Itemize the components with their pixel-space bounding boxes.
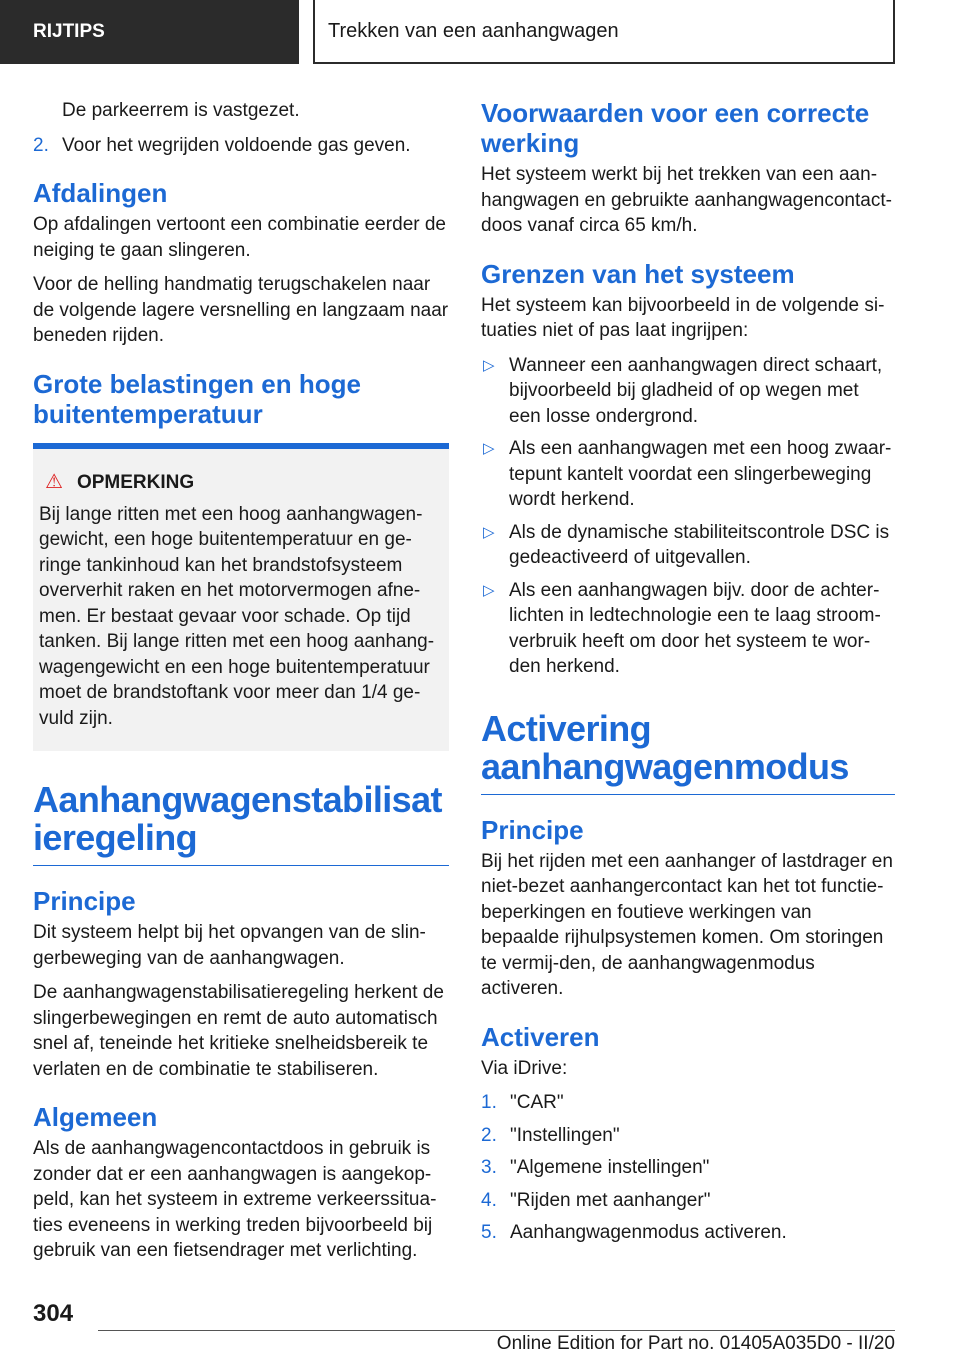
afdalingen-paragraph-2: Voor de helling handmatig terugschakelen naar de volgende lagere versnelling en langzaam naar beneden rijden. <box>33 274 449 346</box>
list-item <box>481 578 895 680</box>
grenzen-list <box>481 353 895 680</box>
step-item <box>481 1155 895 1181</box>
page-number: 304 <box>33 1300 74 1327</box>
afdalingen-paragraph-1: Op afdalingen vertoont een combinatie eerder de neiging te gaan slingeren. <box>33 214 446 261</box>
list-item-text: Als een aanhangwagen met een hoog zwaar-tepunt kantelt voordat een slingerbeweging wordt herkend. <box>509 438 892 510</box>
notice-box <box>33 443 449 752</box>
triangle-bullet-icon: ▷ <box>483 523 495 541</box>
via-idrive: Via iDrive: <box>481 1057 568 1079</box>
list-item <box>481 436 895 513</box>
step-item <box>481 1123 895 1149</box>
step-item <box>481 1220 895 1246</box>
notice-text: Bij lange ritten met een hoog aanhangwagen-gewicht, een hoge buitentemperatuur en ge-ringe tankinhoud kan het brandstofsysteem oververhit raken en het motorvermogen afne-men. Er bestaat gevaar voor schade. Op tijd tanken. Bij lange ritten met een hoog aanhang-wagengewicht en een hoge buitentemperatuur moet de brandstoftank voor meer dan 1/4 ge-vuld zijn. <box>39 503 435 729</box>
list-item-text: Wanneer een aanhangwagen direct schaart, bijvoorbeeld bij gladheid of op wegen met een losse ondergrond. <box>509 354 883 427</box>
heading-algemeen: Algemeen <box>33 1102 158 1132</box>
heading-principe-right: Principe <box>481 814 584 845</box>
notice-title: OPMERKING <box>76 471 195 493</box>
notice-header <box>39 469 439 496</box>
list-item <box>481 353 895 430</box>
step-text: Aanhangwagenmodus activeren. <box>510 1222 787 1243</box>
continued-steps <box>33 133 449 159</box>
step-item <box>33 133 449 159</box>
step-text: Voor het wegrijden voldoende gas geven. <box>62 134 411 156</box>
heading-activeren: Activeren <box>481 1021 600 1052</box>
step-item <box>481 1188 895 1214</box>
step-number: 5. <box>481 1222 497 1243</box>
step-text: "Instellingen" <box>510 1124 620 1146</box>
step-text: "CAR" <box>510 1092 564 1113</box>
chapter-title: Trekken van een aanhangwagen <box>313 0 895 64</box>
heading-voorwaarden: Voorwaarden voor een correcte werking <box>481 98 870 158</box>
heading-principe: Principe <box>33 886 136 916</box>
heading-stabilisatieregeling: Aanhangwagenstabilisatieregeling <box>33 781 449 866</box>
step-number: 1. <box>481 1092 497 1113</box>
step-item <box>481 1090 895 1116</box>
step-text: "Algemene instellingen" <box>510 1157 710 1178</box>
principe-paragraph-1: Dit systeem helpt bij het opvangen van de slin-gerbeweging van de aanhangwagen. <box>33 922 426 969</box>
grenzen-paragraph: Het systeem kan bijvoorbeeld in de volgende si-tuaties niet of pas laat ingrijpen: <box>481 294 885 341</box>
warning-triangle-icon: ⚠ <box>45 470 63 493</box>
edition-text: Online Edition for Part no. 01405A035D0 - II/20 <box>496 1333 895 1354</box>
heading-grenzen: Grenzen van het systeem <box>481 258 795 289</box>
algemeen-paragraph: Als de aanhangwagencontactdoos in gebruik is zonder dat er een aanhangwagen is aangekop-peld, kan het systeem in extreme verkeerssitua-ties eveneens in werking treden bijvoorbeeld bij gebruik van een fietsendrager met verlichting. <box>33 1138 437 1261</box>
page-header <box>0 0 960 66</box>
step-number: 4. <box>481 1189 497 1211</box>
footer-divider <box>98 1330 895 1331</box>
step-number: 3. <box>481 1157 497 1178</box>
heading-activering: Activering aanhangwagenmodus <box>481 710 895 795</box>
continued-step-text: De parkeerrem is vastgezet. <box>62 100 300 121</box>
activering-principe-paragraph: Bij het rijden met een aanhanger of lastdrager en niet-bezet aanhangercontact kan het tot functie-beperkingen en foutieve werkingen van bepaalde rijhulpsystemen komen. Om storingen te vermij-den, de aanhangwagenmodus activeren. <box>481 850 893 999</box>
triangle-bullet-icon: ▷ <box>483 356 495 374</box>
left-column <box>33 98 449 1273</box>
principe-paragraph-2: De aanhangwagenstabilisatieregeling herkent de slingerbewegingen en remt de auto automatisch snel af, teneinde het kritieke snelheidsbereik te verlaten en de combinatie te stabiliseren. <box>33 982 444 1080</box>
heading-grote-belastingen: Grote belastingen en hoge buitentemperatuur <box>33 368 361 429</box>
page-footer <box>0 1300 960 1362</box>
voorwaarden-paragraph: Het systeem werkt bij het trekken van een aan-hangwagen en gebruikte aanhangwagencontact-doos vanaf circa 65 km/h. <box>481 164 892 236</box>
list-item <box>481 520 895 571</box>
list-item-text: Als een aanhangwagen bijv. door de achter-lichten in ledtechnologie een te laag stroom-verbruik heeft om door het systeem te wor-den herkend. <box>509 579 881 677</box>
activeren-steps <box>481 1090 895 1246</box>
section-label: RIJTIPS <box>0 0 299 64</box>
step-text: "Rijden met aanhanger" <box>510 1189 711 1211</box>
triangle-bullet-icon: ▷ <box>483 581 495 599</box>
heading-afdalingen: Afdalingen <box>33 178 168 208</box>
list-item-text: Als de dynamische stabiliteitscontrole DSC is gedeactiveerd of uitgevallen. <box>509 521 890 568</box>
right-column <box>481 98 895 1255</box>
triangle-bullet-icon: ▷ <box>483 440 495 457</box>
step-number: 2. <box>481 1124 497 1146</box>
step-number: 2. <box>33 134 49 156</box>
